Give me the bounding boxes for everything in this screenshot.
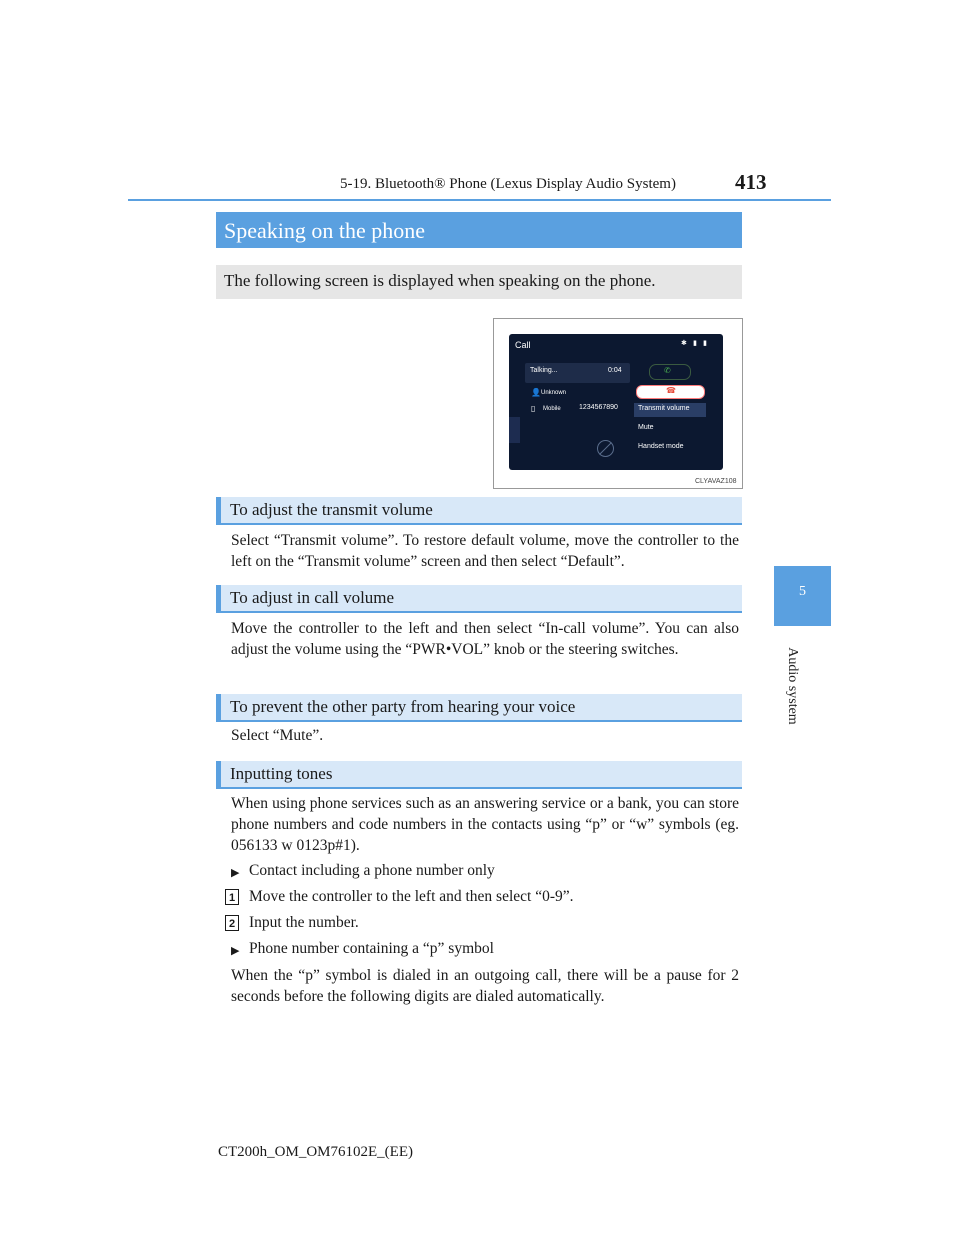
chapter-label: Audio system — [785, 647, 800, 725]
step-number: 2 — [225, 915, 239, 931]
person-icon: 👤 — [531, 388, 541, 397]
page-title-bar — [216, 212, 742, 248]
answer-button[interactable] — [649, 364, 691, 380]
contact-number: 1234567890 — [579, 404, 618, 411]
status-icons: ✱ ▮ ▮ — [681, 339, 710, 347]
arrow-bullet-icon: ▶ — [231, 867, 240, 879]
bullet-phone-only: Contact including a phone number only — [249, 862, 495, 879]
call-screen-illustration — [493, 318, 743, 489]
hangup-button[interactable] — [636, 385, 705, 399]
step-text: Input the number. — [249, 914, 359, 931]
screen-title: Call — [515, 340, 531, 350]
subheading-text: Inputting tones — [230, 764, 333, 783]
step-text: Move the controller to the left and then select “0-9”. — [249, 888, 574, 905]
display-screen — [509, 334, 723, 470]
chapter-tab — [774, 566, 831, 626]
paragraph-mute: Select “Mute”. — [231, 727, 324, 744]
subheading-call-volume — [216, 585, 742, 613]
phone-icon: ▯ — [531, 404, 536, 413]
menu-handset-mode[interactable] — [634, 441, 706, 455]
contact-name: Unknown — [541, 390, 567, 396]
no-entry-icon — [597, 440, 614, 457]
menu-transmit-volume[interactable] — [634, 403, 706, 417]
paragraph-p-symbol: When the “p” symbol is dialed in an outgoing call, there will be a pause for 2 seconds before the following digits are dialed automatically. — [231, 967, 739, 1005]
paragraph-call-volume: Move the controller to the left and then select “In-call volume”. You can also adjust the volume using the “PWR•VOL” knob or the steering switches. — [231, 620, 739, 658]
contact-type: Mobile — [543, 406, 561, 412]
subheading-transmit-volume — [216, 497, 742, 525]
subheading-inputting-tones — [216, 761, 742, 789]
left-handle — [509, 417, 520, 443]
call-status: Talking... — [530, 367, 558, 374]
page-title: Speaking on the phone — [224, 218, 426, 243]
menu-mute[interactable] — [634, 422, 706, 436]
phone-hangup-icon: ☎ — [666, 386, 676, 395]
subheading-text: To prevent the other party from hearing your voice — [230, 697, 576, 716]
header-rule — [128, 199, 831, 201]
page-number: 413 — [735, 170, 767, 194]
section-header: 5-19. Bluetooth® Phone (Lexus Display Audio System) — [340, 176, 676, 192]
call-status-panel — [525, 363, 630, 383]
subheading-mute — [216, 694, 742, 722]
menu-label: Transmit volume — [638, 405, 690, 412]
chapter-number: 5 — [799, 584, 806, 599]
subheading-text: To adjust in call volume — [230, 588, 395, 607]
step-number: 1 — [225, 889, 239, 905]
document-code: CT200h_OM_OM76102E_(EE) — [218, 1144, 413, 1160]
call-timer: 0:04 — [608, 367, 622, 374]
arrow-bullet-icon: ▶ — [231, 945, 240, 957]
bullet-p-symbol: Phone number containing a “p” symbol — [249, 940, 494, 957]
figure-code: CLYAVAZ108 — [695, 478, 737, 485]
subheading-text: To adjust the transmit volume — [230, 500, 433, 519]
menu-label: Mute — [638, 424, 654, 431]
paragraph-inputting-tones: When using phone services such as an answering service or a bank, you can store phone numbers and code numbers in the contacts using “p” or “w” symbols (eg. 056133 w 0123p#1). — [231, 795, 739, 854]
intro-box — [216, 265, 742, 299]
intro-text: The following screen is displayed when speaking on the phone. — [224, 271, 656, 290]
paragraph-transmit-volume: Select “Transmit volume”. To restore default volume, move the controller to the left on the “Transmit volume” screen and then select “Default”. — [231, 532, 739, 570]
menu-label: Handset mode — [638, 443, 684, 450]
phone-answer-icon: ✆ — [664, 366, 671, 375]
